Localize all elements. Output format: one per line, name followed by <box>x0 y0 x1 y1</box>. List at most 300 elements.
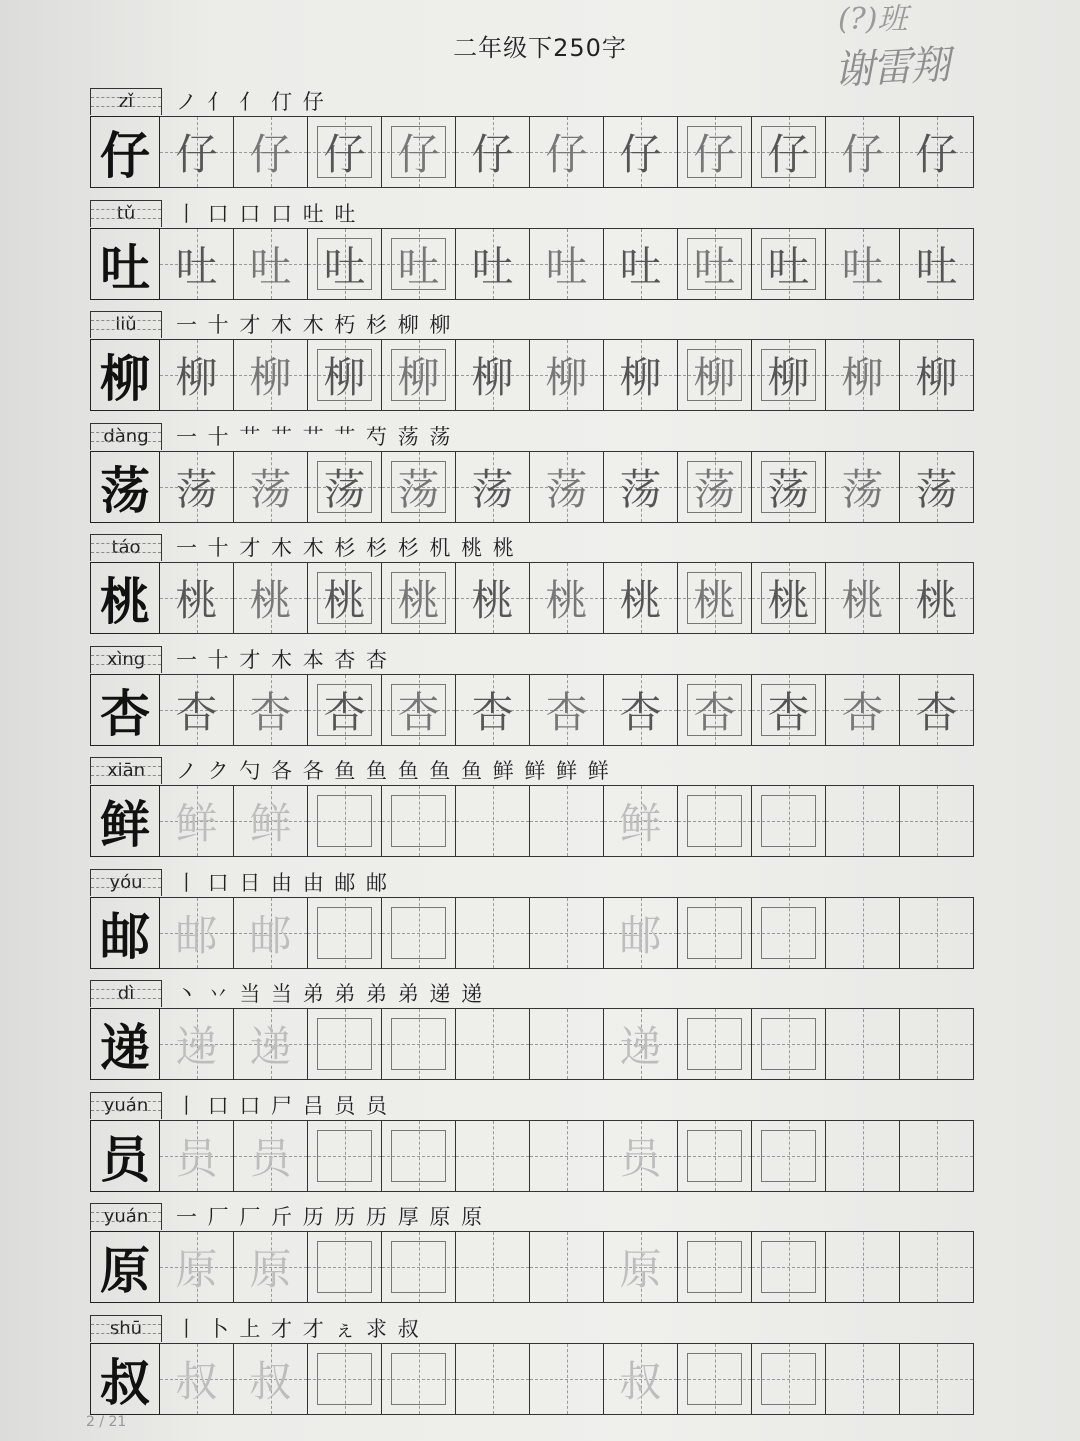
practice-cell[interactable] <box>456 1120 530 1192</box>
practice-cell[interactable] <box>382 897 456 969</box>
practice-character: 柳 <box>175 353 218 402</box>
practice-cell[interactable] <box>530 897 604 969</box>
practice-grid <box>90 451 976 525</box>
practice-character: 仔 <box>915 130 958 179</box>
inner-guide-box <box>687 1130 742 1182</box>
practice-cell[interactable] <box>160 1120 234 1192</box>
practice-cell[interactable] <box>530 785 604 857</box>
practice-cell[interactable] <box>160 785 234 857</box>
practice-character: 桃 <box>693 576 736 625</box>
practice-grid <box>90 897 976 971</box>
practice-cell[interactable] <box>234 1343 308 1415</box>
practice-character: 荡 <box>767 464 810 514</box>
practice-cell[interactable] <box>900 1231 974 1303</box>
inner-guide-box <box>391 795 446 847</box>
practice-cell[interactable] <box>900 1343 974 1415</box>
practice-cell[interactable] <box>234 674 308 746</box>
practice-character: 杏 <box>841 687 884 737</box>
practice-cell[interactable] <box>160 228 234 300</box>
practice-cell[interactable] <box>826 339 900 411</box>
practice-cell[interactable] <box>826 785 900 857</box>
practice-character: 桃 <box>323 576 366 625</box>
practice-character: 吐 <box>323 241 366 291</box>
practice-cell[interactable] <box>234 228 308 300</box>
practice-cell[interactable] <box>752 228 826 300</box>
practice-character: 桃 <box>175 576 218 625</box>
practice-cell[interactable] <box>234 451 308 523</box>
inner-guide-box <box>687 795 742 847</box>
inner-guide-box <box>317 907 372 959</box>
stroke-order: 丨 卜 上 才 才 ぇ 求 叔 <box>176 1316 421 1341</box>
pinyin-label: táo <box>90 534 162 561</box>
practice-cell[interactable] <box>530 1120 604 1192</box>
inner-guide-box <box>761 1241 816 1293</box>
practice-character: 仔 <box>397 130 440 179</box>
practice-cell[interactable] <box>234 897 308 969</box>
practice-cell[interactable] <box>900 897 974 969</box>
practice-cell[interactable] <box>900 1008 974 1080</box>
practice-cell[interactable] <box>678 1343 752 1415</box>
inner-guide-box <box>391 1241 446 1293</box>
pinyin-label: shū <box>90 1315 162 1342</box>
practice-character: 吐 <box>841 241 884 291</box>
model-character: 杏 <box>90 674 160 746</box>
practice-cell[interactable] <box>456 1231 530 1303</box>
practice-cell[interactable] <box>826 451 900 523</box>
practice-cell[interactable] <box>456 897 530 969</box>
pinyin-stroke-line <box>90 1203 976 1231</box>
practice-cell[interactable] <box>604 339 678 411</box>
inner-guide-box <box>761 907 816 959</box>
stroke-order: 一 十 才 木 本 杏 杏 <box>176 647 390 672</box>
practice-grid <box>90 1120 976 1194</box>
model-character: 邮 <box>90 897 160 969</box>
stroke-order: 一 厂 厂 斤 历 历 历 厚 原 原 <box>176 1205 485 1229</box>
practice-character: 吐 <box>175 241 218 291</box>
practice-cell[interactable] <box>900 1120 974 1192</box>
practice-character: 杏 <box>249 687 292 737</box>
practice-cell[interactable] <box>308 785 382 857</box>
practice-cell[interactable] <box>604 674 678 746</box>
practice-character: 原 <box>175 1245 218 1294</box>
practice-character: 柳 <box>619 353 662 402</box>
character-row <box>90 423 976 535</box>
stroke-order: 一 十 艹 艹 艹 艹 芍 荡 荡 <box>176 424 453 449</box>
practice-cell[interactable] <box>530 674 604 746</box>
practice-character: 邮 <box>175 910 218 960</box>
practice-cell[interactable] <box>234 1008 308 1080</box>
practice-character: 柳 <box>693 353 736 402</box>
practice-cell[interactable] <box>678 674 752 746</box>
practice-character: 吐 <box>767 241 810 291</box>
practice-cell[interactable] <box>234 1120 308 1192</box>
practice-character: 桃 <box>915 576 958 625</box>
practice-cell[interactable] <box>308 1343 382 1415</box>
practice-character: 仔 <box>249 130 292 179</box>
practice-character: 叔 <box>619 1356 662 1406</box>
practice-cell[interactable] <box>604 1231 678 1303</box>
practice-character: 员 <box>619 1133 662 1183</box>
character-row <box>90 869 976 981</box>
model-character: 原 <box>90 1231 160 1303</box>
inner-guide-box <box>391 1130 446 1182</box>
practice-cell[interactable] <box>456 1343 530 1415</box>
practice-cell[interactable] <box>308 116 382 188</box>
inner-guide-box <box>317 795 372 847</box>
character-row <box>90 311 976 423</box>
practice-cell[interactable] <box>826 1343 900 1415</box>
pinyin-label: xiān <box>90 757 162 784</box>
practice-character: 荡 <box>915 464 958 514</box>
practice-cell[interactable] <box>234 116 308 188</box>
practice-character: 原 <box>619 1245 662 1294</box>
practice-character: 鲜 <box>619 799 662 848</box>
practice-character: 递 <box>175 1022 218 1071</box>
practice-character: 鲜 <box>175 799 218 848</box>
practice-cell[interactable] <box>678 1120 752 1192</box>
practice-cell[interactable] <box>530 562 604 634</box>
pinyin-stroke-line <box>90 88 976 116</box>
pinyin-stroke-line <box>90 534 976 562</box>
practice-grid <box>90 339 976 413</box>
model-character: 递 <box>90 1008 160 1080</box>
practice-cell[interactable] <box>900 562 974 634</box>
practice-cell[interactable] <box>382 674 456 746</box>
pinyin-stroke-line <box>90 311 976 339</box>
character-row <box>90 1315 976 1427</box>
practice-character: 荡 <box>175 464 218 514</box>
pinyin-label: yuán <box>90 1203 162 1230</box>
practice-cell[interactable] <box>752 1343 826 1415</box>
character-row <box>90 980 976 1092</box>
practice-grid <box>90 674 976 748</box>
practice-cell[interactable] <box>382 1008 456 1080</box>
practice-character: 柳 <box>471 353 514 402</box>
practice-cell[interactable] <box>678 1008 752 1080</box>
practice-cell[interactable] <box>678 116 752 188</box>
practice-character: 荡 <box>397 464 440 514</box>
practice-cell[interactable] <box>530 1343 604 1415</box>
stroke-order: 丶 丷 当 当 弟 弟 弟 弟 递 递 <box>176 982 485 1006</box>
practice-character: 员 <box>249 1133 292 1183</box>
practice-character: 吐 <box>915 241 958 291</box>
practice-character: 荡 <box>545 464 588 514</box>
practice-character: 柳 <box>545 353 588 402</box>
practice-character: 员 <box>175 1133 218 1183</box>
practice-cell[interactable] <box>308 674 382 746</box>
stroke-order: ノ 亻 亻 仃 仔 <box>176 90 326 114</box>
character-row <box>90 1092 976 1204</box>
practice-character: 桃 <box>545 576 588 625</box>
practice-cell[interactable] <box>826 1120 900 1192</box>
practice-cell[interactable] <box>160 339 234 411</box>
practice-character: 杏 <box>767 687 810 737</box>
practice-cell[interactable] <box>234 562 308 634</box>
practice-cell[interactable] <box>752 1008 826 1080</box>
practice-character: 荡 <box>323 464 366 514</box>
character-row <box>90 1203 976 1315</box>
practice-cell[interactable] <box>382 562 456 634</box>
practice-character: 杏 <box>397 687 440 737</box>
practice-cell[interactable] <box>382 1120 456 1192</box>
practice-character: 仔 <box>323 130 366 179</box>
practice-cell[interactable] <box>308 1008 382 1080</box>
pinyin-label: zǐ <box>90 88 162 115</box>
practice-cell[interactable] <box>900 451 974 523</box>
practice-cell[interactable] <box>678 451 752 523</box>
practice-cell[interactable] <box>456 451 530 523</box>
inner-guide-box <box>687 1241 742 1293</box>
practice-character: 吐 <box>471 241 514 291</box>
practice-cell[interactable] <box>308 1120 382 1192</box>
model-character: 荡 <box>90 451 160 523</box>
stroke-order: 丨 口 口 尸 吕 员 员 <box>176 1093 390 1118</box>
practice-grid <box>90 228 976 302</box>
character-row <box>90 757 976 869</box>
model-character: 吐 <box>90 228 160 300</box>
practice-cell[interactable] <box>530 451 604 523</box>
practice-cell[interactable] <box>604 562 678 634</box>
model-character: 柳 <box>90 339 160 411</box>
practice-character: 吐 <box>693 241 736 291</box>
practice-character: 荡 <box>693 464 736 514</box>
practice-cell[interactable] <box>382 339 456 411</box>
practice-cell[interactable] <box>530 1231 604 1303</box>
practice-character: 桃 <box>471 576 514 625</box>
practice-cell[interactable] <box>604 785 678 857</box>
inner-guide-box <box>391 907 446 959</box>
stroke-order: 丨 口 日 由 由 邮 邮 <box>176 870 390 895</box>
practice-cell[interactable] <box>604 1120 678 1192</box>
practice-character: 杏 <box>619 687 662 737</box>
pinyin-stroke-line <box>90 1315 976 1343</box>
practice-cell[interactable] <box>752 785 826 857</box>
practice-cell[interactable] <box>826 116 900 188</box>
pinyin-stroke-line <box>90 423 976 451</box>
practice-cell[interactable] <box>752 1120 826 1192</box>
practice-grid <box>90 562 976 636</box>
practice-cell[interactable] <box>456 785 530 857</box>
practice-character: 叔 <box>175 1356 218 1406</box>
practice-cell[interactable] <box>308 451 382 523</box>
practice-character: 柳 <box>915 353 958 402</box>
practice-cell[interactable] <box>160 1008 234 1080</box>
practice-cell[interactable] <box>308 339 382 411</box>
inner-guide-box <box>687 907 742 959</box>
practice-cell[interactable] <box>678 339 752 411</box>
practice-cell[interactable] <box>308 897 382 969</box>
practice-cell[interactable] <box>752 451 826 523</box>
practice-cell[interactable] <box>752 339 826 411</box>
pinyin-stroke-line <box>90 1092 976 1120</box>
practice-character: 桃 <box>249 576 292 625</box>
practice-cell[interactable] <box>530 116 604 188</box>
class-note-handwritten: (?)班 <box>838 2 908 37</box>
practice-cell[interactable] <box>530 1008 604 1080</box>
character-row <box>90 646 976 758</box>
practice-cell[interactable] <box>900 785 974 857</box>
practice-character: 吐 <box>545 241 588 291</box>
practice-character: 杏 <box>915 687 958 737</box>
practice-cell[interactable] <box>456 562 530 634</box>
pinyin-label: yuán <box>90 1092 162 1119</box>
practice-cell[interactable] <box>604 897 678 969</box>
pinyin-stroke-line <box>90 980 976 1008</box>
pinyin-label: dì <box>90 980 162 1007</box>
inner-guide-box <box>687 1353 742 1405</box>
practice-grid <box>90 116 976 190</box>
practice-character: 叔 <box>249 1356 292 1406</box>
practice-cell[interactable] <box>308 1231 382 1303</box>
practice-character: 仔 <box>175 130 218 179</box>
practice-cell[interactable] <box>826 1231 900 1303</box>
practice-character: 仔 <box>471 130 514 179</box>
practice-cell[interactable] <box>678 1231 752 1303</box>
inner-guide-box <box>391 1018 446 1070</box>
inner-guide-box <box>761 795 816 847</box>
practice-cell[interactable] <box>234 1231 308 1303</box>
stroke-order: 一 十 才 木 木 朽 杉 柳 柳 <box>176 313 453 337</box>
practice-cell[interactable] <box>530 228 604 300</box>
practice-cell[interactable] <box>456 116 530 188</box>
practice-character: 吐 <box>249 241 292 291</box>
pinyin-label: yóu <box>90 869 162 896</box>
practice-character: 仔 <box>693 130 736 179</box>
inner-guide-box <box>761 1130 816 1182</box>
page-number: 2 / 21 <box>86 1414 127 1430</box>
practice-cell[interactable] <box>160 1343 234 1415</box>
practice-cell[interactable] <box>234 785 308 857</box>
pinyin-stroke-line <box>90 200 976 228</box>
practice-cell[interactable] <box>752 897 826 969</box>
practice-cell[interactable] <box>826 562 900 634</box>
practice-cell[interactable] <box>382 228 456 300</box>
practice-cell[interactable] <box>826 228 900 300</box>
practice-cell[interactable] <box>382 451 456 523</box>
character-row <box>90 200 976 312</box>
practice-cell[interactable] <box>308 562 382 634</box>
inner-guide-box <box>317 1353 372 1405</box>
practice-character: 荡 <box>249 464 292 514</box>
stroke-order: 一 十 才 木 木 杉 杉 杉 机 桃 桃 <box>176 536 516 560</box>
practice-cell[interactable] <box>604 1343 678 1415</box>
practice-character: 鲜 <box>249 799 292 848</box>
practice-character: 杏 <box>693 687 736 737</box>
practice-cell[interactable] <box>456 674 530 746</box>
practice-cell[interactable] <box>604 228 678 300</box>
practice-cell[interactable] <box>456 1008 530 1080</box>
practice-cell[interactable] <box>604 116 678 188</box>
practice-cell[interactable] <box>456 228 530 300</box>
character-practice-table <box>90 88 976 1426</box>
practice-cell[interactable] <box>900 339 974 411</box>
practice-cell[interactable] <box>160 562 234 634</box>
practice-cell[interactable] <box>678 228 752 300</box>
practice-cell[interactable] <box>160 897 234 969</box>
practice-grid <box>90 1008 976 1082</box>
pinyin-label: dàng <box>90 423 162 450</box>
practice-cell[interactable] <box>752 562 826 634</box>
model-character: 员 <box>90 1120 160 1192</box>
practice-character: 柳 <box>767 353 810 402</box>
practice-character: 仔 <box>619 130 662 179</box>
practice-character: 邮 <box>619 910 662 960</box>
practice-cell[interactable] <box>604 451 678 523</box>
practice-cell[interactable] <box>900 674 974 746</box>
inner-guide-box <box>761 1353 816 1405</box>
practice-cell[interactable] <box>382 116 456 188</box>
stroke-order: 丨 口 口 口 吐 吐 <box>176 201 358 226</box>
practice-cell[interactable] <box>382 1343 456 1415</box>
model-character: 鲜 <box>90 785 160 857</box>
model-character: 仔 <box>90 116 160 188</box>
student-name-handwritten: 谢雷翔 <box>833 42 950 94</box>
practice-cell[interactable] <box>752 116 826 188</box>
practice-cell[interactable] <box>530 339 604 411</box>
practice-cell[interactable] <box>382 1231 456 1303</box>
practice-cell[interactable] <box>826 897 900 969</box>
model-character: 桃 <box>90 562 160 634</box>
pinyin-label: xìng <box>90 646 162 673</box>
practice-character: 吐 <box>619 241 662 291</box>
practice-cell[interactable] <box>678 897 752 969</box>
practice-cell[interactable] <box>752 1231 826 1303</box>
practice-character: 递 <box>619 1022 662 1071</box>
practice-cell[interactable] <box>604 1008 678 1080</box>
practice-character: 桃 <box>397 576 440 625</box>
practice-character: 桃 <box>841 576 884 625</box>
practice-cell[interactable] <box>160 674 234 746</box>
practice-character: 杏 <box>175 687 218 737</box>
practice-cell[interactable] <box>382 785 456 857</box>
practice-character: 桃 <box>619 576 662 625</box>
inner-guide-box <box>687 1018 742 1070</box>
practice-cell[interactable] <box>160 451 234 523</box>
pinyin-stroke-line <box>90 646 976 674</box>
practice-cell[interactable] <box>900 228 974 300</box>
model-character: 叔 <box>90 1343 160 1415</box>
practice-character: 柳 <box>397 353 440 402</box>
practice-cell[interactable] <box>234 339 308 411</box>
practice-cell[interactable] <box>678 785 752 857</box>
practice-cell[interactable] <box>826 674 900 746</box>
practice-cell[interactable] <box>308 228 382 300</box>
practice-cell[interactable] <box>160 1231 234 1303</box>
pinyin-stroke-line <box>90 869 976 897</box>
inner-guide-box <box>391 1353 446 1405</box>
stroke-order: ノ ク 勺 各 各 鱼 鱼 鱼 鱼 鱼 鲜 鲜 鲜 鲜 <box>176 759 611 783</box>
practice-cell[interactable] <box>752 674 826 746</box>
practice-character: 杏 <box>545 687 588 737</box>
practice-cell[interactable] <box>678 562 752 634</box>
practice-cell[interactable] <box>160 116 234 188</box>
practice-character: 柳 <box>323 353 366 402</box>
inner-guide-box <box>317 1241 372 1293</box>
practice-character: 杏 <box>471 687 514 737</box>
practice-character: 杏 <box>323 687 366 737</box>
practice-character: 荡 <box>619 464 662 514</box>
practice-cell[interactable] <box>456 339 530 411</box>
practice-character: 邮 <box>249 910 292 960</box>
inner-guide-box <box>317 1018 372 1070</box>
inner-guide-box <box>317 1130 372 1182</box>
practice-character: 柳 <box>249 353 292 402</box>
practice-cell[interactable] <box>900 116 974 188</box>
practice-character: 荡 <box>841 464 884 514</box>
pinyin-stroke-line <box>90 757 976 785</box>
practice-cell[interactable] <box>826 1008 900 1080</box>
practice-grid <box>90 1231 976 1305</box>
